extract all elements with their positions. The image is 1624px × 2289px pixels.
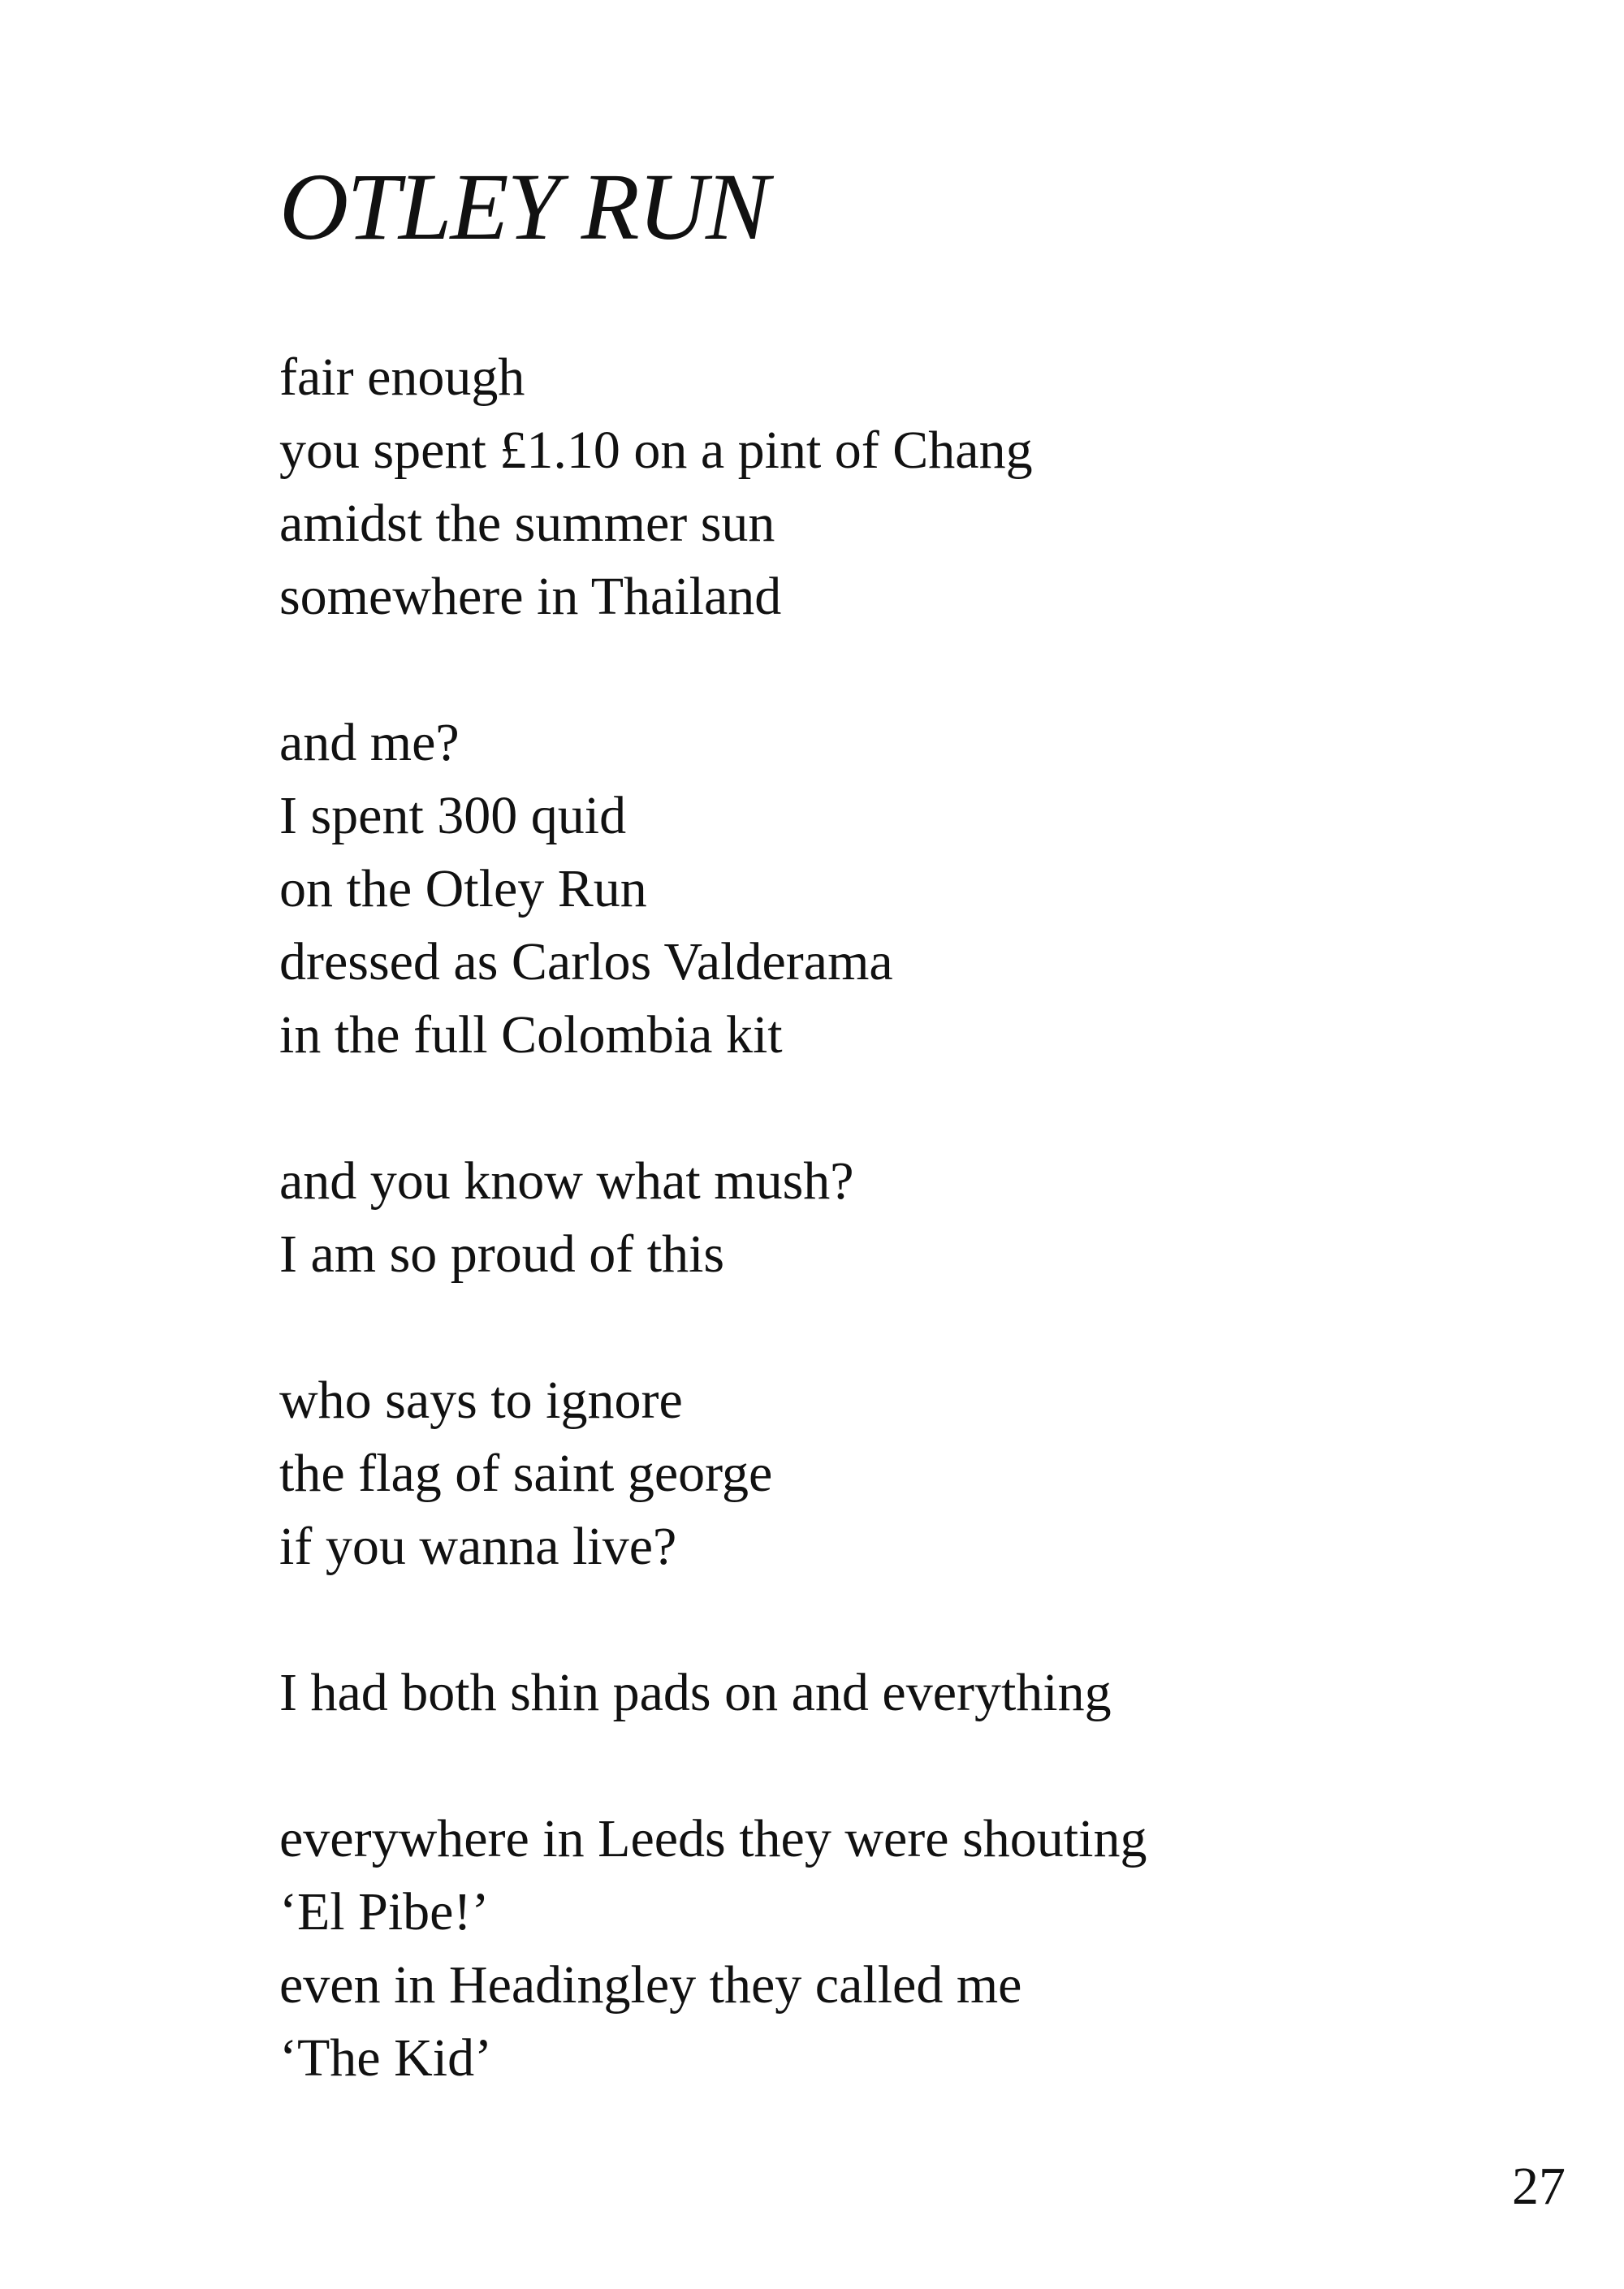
poem-line: ‘The Kid’: [279, 2028, 493, 2088]
stanza-3: [279, 1145, 1546, 1291]
poem-line: ‘El Pibe!’: [279, 1882, 490, 1941]
stanza-1: [279, 341, 1546, 633]
poem-line: you spent £1.10 on a pint of Chang: [279, 421, 1033, 480]
poem-line: somewhere in Thailand: [279, 567, 782, 626]
poem-title: OTLEY RUN: [279, 153, 768, 260]
poem-line: even in Headingley they called me: [279, 1955, 1022, 2015]
stanza-2: [279, 706, 1546, 1072]
poem-line: who says to ignore: [279, 1371, 683, 1430]
poem-line: I am so proud of this: [279, 1224, 725, 1284]
poem-line: fair enough: [279, 348, 525, 407]
poem-line: amidst the summer sun: [279, 494, 775, 553]
poem-line: everywhere in Leeds they were shouting: [279, 1809, 1147, 1868]
stanza-6: [279, 1803, 1546, 2095]
poem-line: I spent 300 quid: [279, 786, 627, 845]
poem-line: and me?: [279, 713, 460, 772]
stanza-4: [279, 1364, 1546, 1583]
poem-line: the flag of saint george: [279, 1444, 773, 1503]
poem-line: on the Otley Run: [279, 859, 647, 918]
poem-line: in the full Colombia kit: [279, 1005, 783, 1065]
poem-line: I had both shin pads on and everything: [279, 1663, 1112, 1722]
poem-line: if you wanna live?: [279, 1517, 677, 1576]
poem-line: and you know what mush?: [279, 1151, 854, 1211]
stanza-5: [279, 1656, 1546, 1730]
poem-line: dressed as Carlos Valderama: [279, 932, 893, 991]
page-number: 27: [1512, 2157, 1566, 2216]
poem-body: [279, 341, 1546, 2168]
